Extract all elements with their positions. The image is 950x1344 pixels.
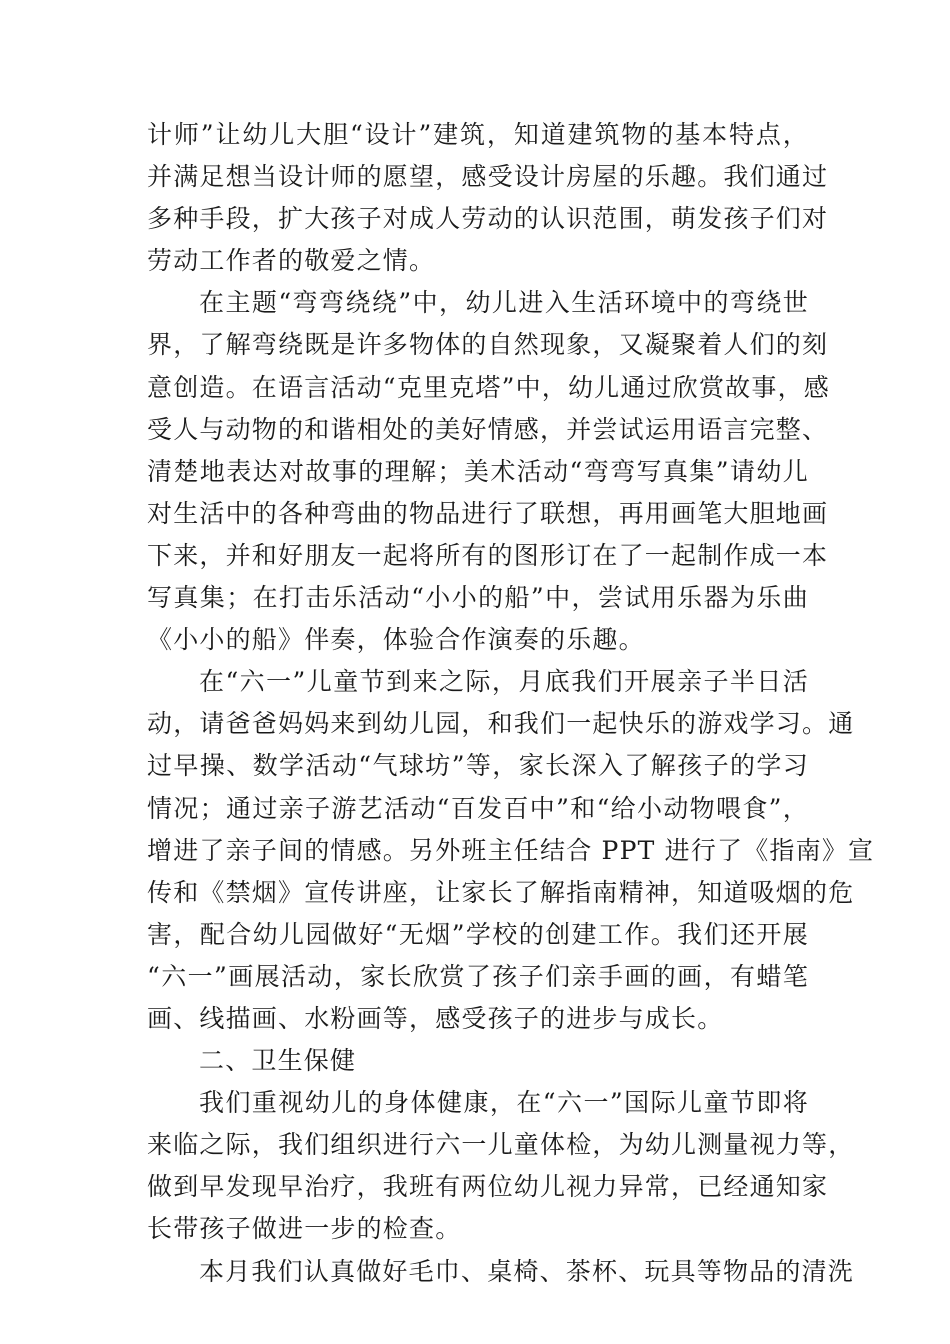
- paragraph: [147, 1082, 855, 1250]
- text-line: 在“六一”儿童节到来之际，月底我们开展亲子半日活: [199, 667, 809, 697]
- text-line: 画、线描画、水粉画等，感受孩子的进步与成长。: [147, 1003, 724, 1033]
- text-line: 在主题“弯弯绕绕”中，幼儿进入生活环境中的弯绕世: [199, 288, 809, 318]
- text-line: 意创造。在语言活动“克里克塔”中，幼儿通过欣赏故事，感: [147, 372, 830, 402]
- text-line: 动，请爸爸妈妈来到幼儿园，和我们一起快乐的游戏学习。通: [147, 709, 855, 739]
- paragraph: [147, 661, 875, 1040]
- document-page: [147, 114, 875, 1293]
- text-line: 我们重视幼儿的身体健康，在“六一”国际儿童节即将: [199, 1088, 809, 1118]
- text-line: 下来，并和好朋友一起将所有的图形订在了一起制作成一本: [147, 540, 829, 570]
- text-line: 做到早发现早治疗，我班有两位幼儿视力异常，已经通知家: [147, 1172, 829, 1202]
- text-line: 写真集；在打击乐活动“小小的船”中，尝试用乐器为乐曲: [147, 583, 809, 613]
- text-line: 来临之际，我们组织进行六一儿童体检，为幼儿测量视力等，: [147, 1130, 855, 1160]
- text-line: 多种手段，扩大孩子对成人劳动的认识范围，萌发孩子们对: [147, 204, 829, 234]
- text-line: 受人与动物的和谐相处的美好情感，并尝试运用语言完整、: [147, 414, 829, 444]
- text-line: 增进了亲子间的情感。另外班主任结合 PPT 进行了《指南》宣: [147, 835, 875, 865]
- paragraph: [147, 1251, 855, 1293]
- text-line: 并满足想当设计师的愿望，感受设计房屋的乐趣。我们通过: [147, 162, 829, 192]
- paragraph: [147, 282, 830, 661]
- heading-text: 二、卫生保健: [199, 1046, 357, 1076]
- text-line: “六一”画展活动，家长欣赏了孩子们亲手画的画，有蜡笔: [147, 961, 809, 991]
- text-line: 害，配合幼儿园做好“无烟”学校的创建工作。我们还开展: [147, 919, 809, 949]
- text-line: 过早操、数学活动“气球坊”等，家长深入了解孩子的学习: [147, 751, 809, 781]
- text-line: 《小小的船》伴奏，体验合作演奏的乐趣。: [147, 625, 645, 655]
- text-line: 劳动工作者的敬爱之情。: [147, 246, 436, 276]
- text-line: 对生活中的各种弯曲的物品进行了联想，再用画笔大胆地画: [147, 498, 829, 528]
- text-line: 本月我们认真做好毛巾、桌椅、茶杯、玩具等物品的清洗: [199, 1256, 855, 1286]
- text-line: 长带孩子做进一步的检查。: [147, 1214, 462, 1244]
- text-line: 情况；通过亲子游艺活动“百发百中”和“给小动物喂食”，: [147, 793, 809, 823]
- text-line: 传和《禁烟》宣传讲座，让家长了解指南精神，知道吸烟的危: [147, 877, 855, 907]
- text-line: 界，了解弯绕既是许多物体的自然现象，又凝聚着人们的刻: [147, 330, 829, 360]
- paragraph: [147, 114, 829, 282]
- text-line: 清楚地表达对故事的理解；美术活动“弯弯写真集”请幼儿: [147, 456, 809, 486]
- text-line: 计师”让幼儿大胆“设计”建筑，知道建筑物的基本特点，: [147, 120, 809, 149]
- section-heading: [147, 1040, 809, 1082]
